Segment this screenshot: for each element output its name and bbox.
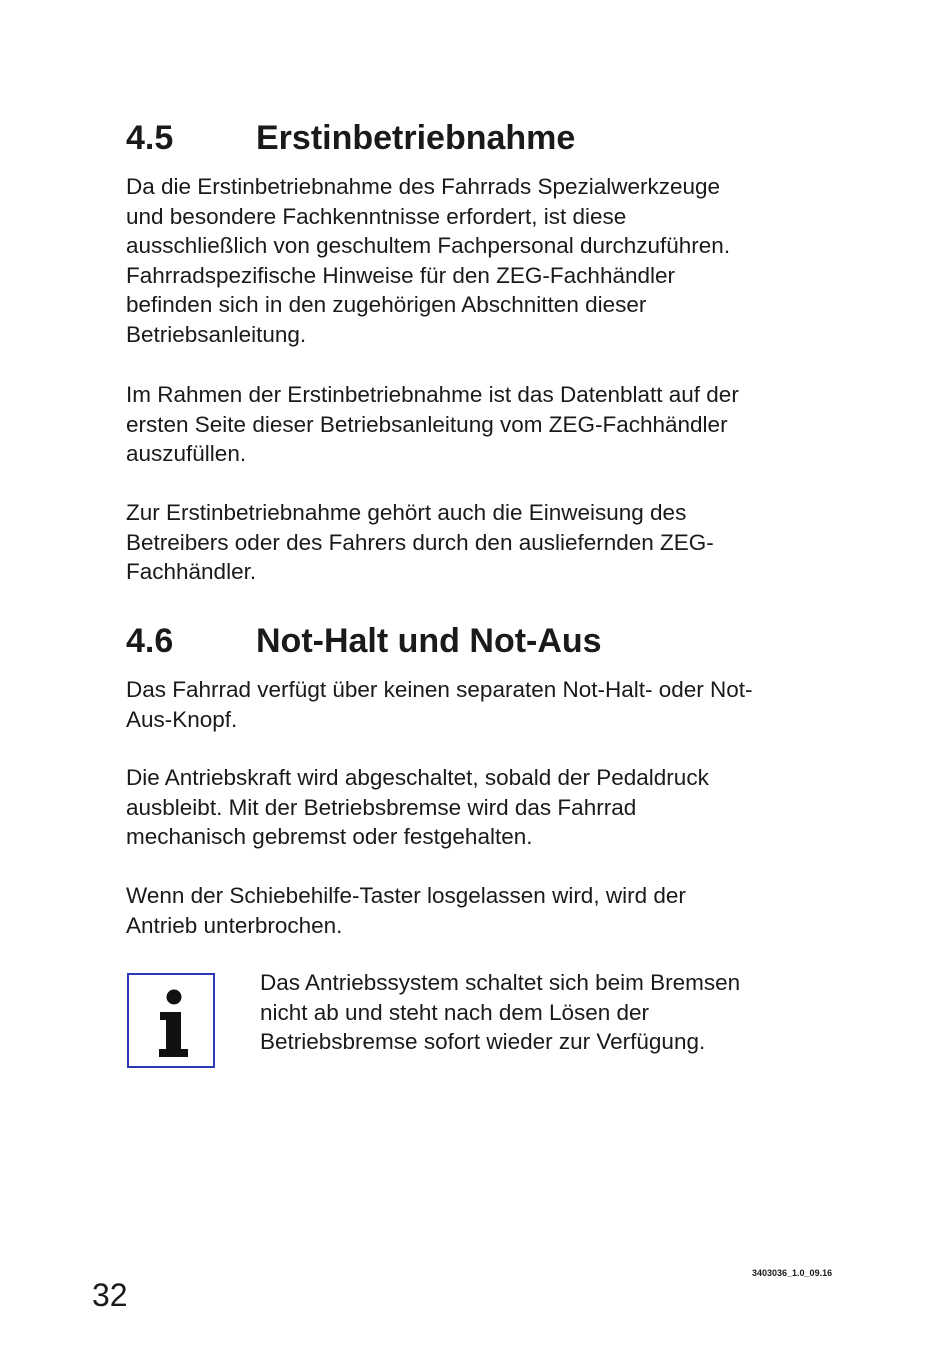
text-line: Das Antriebssystem schaltet sich beim Bremsen (260, 970, 741, 995)
document-id: 3403036_1.0_09.16 (752, 1268, 833, 1278)
section-heading-4-5 (126, 118, 575, 158)
text-line: mechanisch gebremst oder festgehalten. (126, 824, 533, 850)
paragraph-antriebskraft (126, 763, 866, 852)
section-title: Erstinbetriebnahme (256, 119, 576, 157)
info-note-text (260, 968, 860, 1057)
info-icon (127, 973, 215, 1068)
text-line: Da die Erstinbetriebnahme des Fahrrads Spezialwerkzeuge (126, 174, 721, 199)
text-line: ausschließlich von geschultem Fachpersonal durchzuführen. (126, 233, 731, 259)
paragraph-schiebehilfe (126, 881, 866, 940)
section-title: Not-Halt und Not-Aus (256, 622, 602, 660)
text-line: Antrieb unterbrochen. (126, 912, 343, 938)
text-line: Betriebsbremse sofort wieder zur Verfügung. (260, 1029, 706, 1055)
info-glyph (129, 975, 213, 1066)
text-line: und besondere Fachkenntnisse erfordert, ist diese (126, 203, 627, 229)
paragraph-kein-not-aus (126, 675, 866, 734)
section-number: 4.6 (126, 622, 174, 660)
text-line: Fachhändler. (126, 559, 257, 585)
text-line: Fahrradspezifische Hinweise für den ZEG-Fachhändler (126, 262, 675, 288)
paragraph-datenblatt (126, 380, 866, 469)
text-line: Betreibers oder des Fahrers durch den ausliefernden ZEG- (126, 529, 714, 555)
text-line: befinden sich in den zugehörigen Abschnitten dieser (126, 292, 647, 318)
text-line: auszufüllen. (126, 441, 247, 467)
text-line: nicht ab und steht nach dem Lösen der (260, 999, 650, 1025)
text-line: Aus-Knopf. (126, 706, 238, 732)
text-line: Wenn der Schiebehilfe-Taster losgelassen wird, wird der (126, 883, 686, 908)
page-number: 32 (92, 1277, 128, 1313)
paragraph-einweisung (126, 498, 866, 587)
section-heading-4-6 (126, 621, 602, 661)
text-line: ersten Seite dieser Betriebsanleitung vom ZEG-Fachhändler (126, 411, 728, 437)
text-line: Zur Erstinbetriebnahme gehört auch die Einweisung des (126, 500, 687, 525)
text-line: ausbleibt. Mit der Betriebsbremse wird das Fahrrad (126, 794, 637, 820)
text-line: Betriebsanleitung. (126, 321, 307, 347)
text-line: Die Antriebskraft wird abgeschaltet, sobald der Pedaldruck (126, 765, 709, 790)
section-number: 4.5 (126, 119, 174, 157)
text-line: Das Fahrrad verfügt über keinen separaten Not-Halt- oder Not- (126, 677, 753, 702)
paragraph-erstinbetriebnahme-intro (126, 172, 866, 350)
text-line: Im Rahmen der Erstinbetriebnahme ist das Datenblatt auf der (126, 382, 739, 407)
